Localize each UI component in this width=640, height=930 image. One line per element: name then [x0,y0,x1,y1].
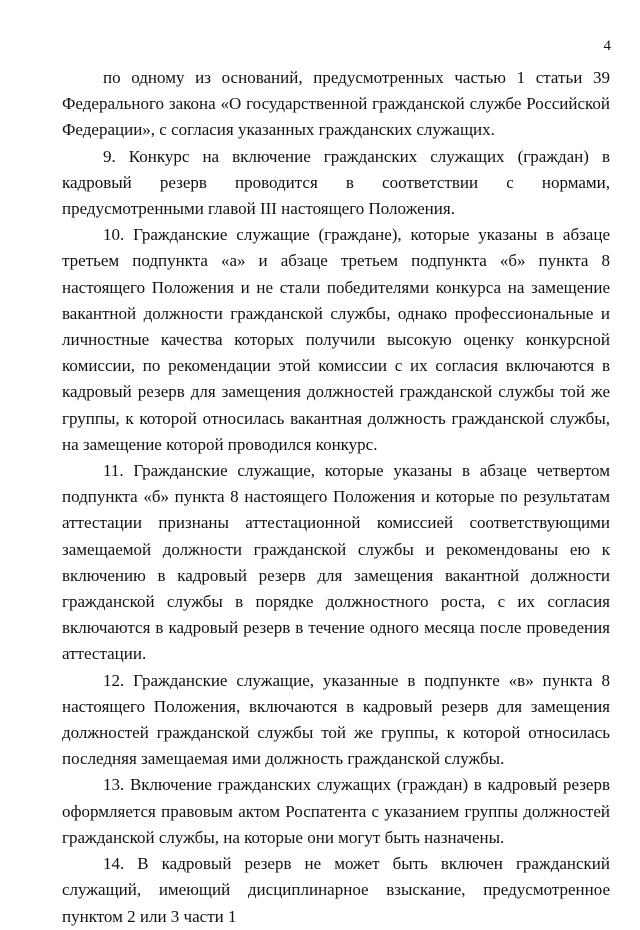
paragraph-10: 10. Гражданские служащие (граждане), которые указаны в абзаце третьем подпункта «а» и абзаце третьем подпункта «б» пункта 8 настоящего Положения и не стали победителями конкурса на замещение вакантной должности гражданской службы, однако профессиональные и личностные качества которых получили высокую оценку конкурсной комиссии, по рекомендации этой комиссии с их согласия включаются в кадровый резерв для замещения должностей гражданской службы той же группы, к которой относилась вакантная должность гражданской службы, на замещение которой проводился конкурс. [62,225,610,454]
page-number: 4 [603,38,611,54]
paragraph-continuation: по одному из оснований, предусмотренных частью 1 статьи 39 Федерального закона «О государственной гражданской службе Российской Федерации», с согласия указанных гражданских служащих. [62,68,610,140]
paragraph-11: 11. Гражданские служащие, которые указаны в абзаце четвертом подпункта «б» пункта 8 настоящего Положения и которые по результатам аттестации признаны аттестационной комиссией соответствующими замещаемой должности гражданской службы и рекомендованы ею к включению в кадровый резерв для замещения вакантной должности гражданской службы в порядке должностного роста, с их согласия включаются в кадровый резерв в течение одного месяца после проведения аттестации. [62,461,610,664]
document-body [62,65,610,930]
paragraph-13: 13. Включение гражданских служащих (граждан) в кадровый резерв оформляется правовым актом Роспатента с указанием группы должностей гражданской службы, на которые они могут быть назначены. [62,775,610,847]
paragraph-14: 14. В кадровый резерв не может быть включен гражданский служащий, имеющий дисциплинарное взыскание, предусмотренное пунктом 2 или 3 части 1 [62,854,610,926]
paragraph-9: 9. Конкурс на включение гражданских служащих (граждан) в кадровый резерв проводится в соответствии с нормами, предусмотренными главой III настоящего Положения. [62,146,610,219]
paragraph-12: 12. Гражданские служащие, указанные в подпункте «в» пункта 8 настоящего Положения, включаются в кадровый резерв для замещения должностей гражданской службы той же группы, к которой относилась последняя замещаемая ими должность гражданской службы. [62,670,610,769]
